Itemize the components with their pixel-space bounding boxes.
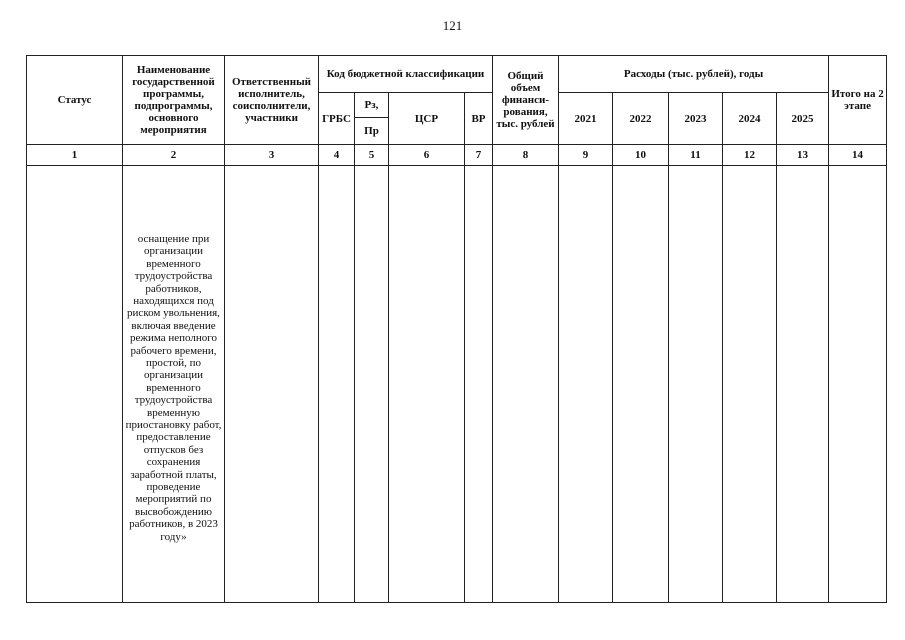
- column-number: 13: [777, 145, 829, 166]
- header-expenses: Расходы (тыс. рублей), годы: [559, 56, 829, 93]
- column-number: 7: [465, 145, 493, 166]
- year-2022-cell: [613, 166, 669, 603]
- header-pr: Пр: [355, 118, 389, 145]
- status-cell: [27, 166, 123, 603]
- csr-cell: [389, 166, 465, 603]
- column-number: 2: [123, 145, 225, 166]
- rz-pr-cell: [355, 166, 389, 603]
- header-grbs: ГРБС: [319, 93, 355, 145]
- column-number: 10: [613, 145, 669, 166]
- column-number: 14: [829, 145, 887, 166]
- stage-total-cell: [829, 166, 887, 603]
- budget-table: [26, 55, 887, 603]
- year-2023-cell: [669, 166, 723, 603]
- header-year-2021: 2021: [559, 93, 613, 145]
- header-responsible: Ответственный исполнитель, соисполнители, участники: [225, 56, 319, 145]
- header-year-2022: 2022: [613, 93, 669, 145]
- column-number: 12: [723, 145, 777, 166]
- responsible-cell: [225, 166, 319, 603]
- column-number: 6: [389, 145, 465, 166]
- column-number: 1: [27, 145, 123, 166]
- header-year-2025: 2025: [777, 93, 829, 145]
- header-rz: Рз,: [355, 93, 389, 118]
- table-row: [27, 166, 887, 603]
- header-csr: ЦСР: [389, 93, 465, 145]
- column-number: 3: [225, 145, 319, 166]
- header-year-2024: 2024: [723, 93, 777, 145]
- header-vr: ВР: [465, 93, 493, 145]
- grbs-cell: [319, 166, 355, 603]
- column-number: 11: [669, 145, 723, 166]
- column-number: 8: [493, 145, 559, 166]
- column-number: 5: [355, 145, 389, 166]
- vr-cell: [465, 166, 493, 603]
- column-number: 4: [319, 145, 355, 166]
- header-year-2023: 2023: [669, 93, 723, 145]
- year-2021-cell: [559, 166, 613, 603]
- year-2025-cell: [777, 166, 829, 603]
- header-program-name: Наименование государственной программы, подпрограммы, основного мероприятия: [123, 56, 225, 145]
- column-number-row: [27, 145, 887, 166]
- header-stage-total: Итого на 2 этапе: [829, 56, 887, 145]
- measure-description-cell: оснащение при организации временного трудоустройства работников, находящихся под риском увольнения, включая введение режима неполного рабочего времени, простой, по организации временного трудоустройства временную приостановку работ, предоставление отпусков без сохранения заработной платы, проведение мероприятий по высвобождению работников, в 2023 году»: [123, 166, 225, 603]
- total-financing-cell: [493, 166, 559, 603]
- column-number: 9: [559, 145, 613, 166]
- page-number: 121: [442, 18, 463, 33]
- year-2024-cell: [723, 166, 777, 603]
- header-total-financing: Общий объем финанси-рования, тыс. рублей: [493, 56, 559, 145]
- header-status: Статус: [27, 56, 123, 145]
- header-budget-code: Код бюджетной классификации: [319, 56, 493, 93]
